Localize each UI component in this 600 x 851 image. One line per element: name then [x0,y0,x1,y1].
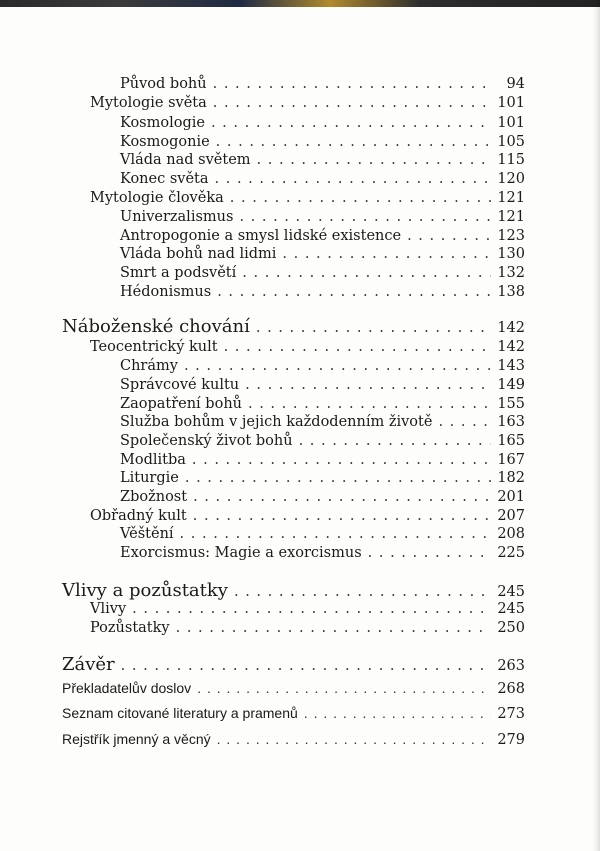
toc-dot-leader [197,680,491,696]
toc-dot-leader [234,584,491,600]
toc-dot-leader [239,209,491,225]
toc-dot-leader [224,339,492,355]
toc-dot-leader [215,171,492,187]
toc-dot-leader [230,190,492,206]
toc-entry[interactable] [120,489,525,505]
toc-entry-title: Vláda nad světem [120,152,251,168]
toc-entry-page: 207 [497,508,525,524]
toc-entry-page: 273 [497,706,525,722]
toc-dot-leader [407,228,491,244]
toc-entry-title: Mytologie světa [90,95,207,111]
toc-entry[interactable] [120,545,525,561]
toc-entry-page: 142 [497,339,525,355]
toc-entry[interactable] [62,731,525,748]
toc-entry-page: 155 [497,396,525,412]
toc-entry-title: Původ bohů [120,76,207,92]
toc-entry-title: Společenský život bohů [120,433,293,449]
toc-entry-title: Modlitba [120,452,186,468]
toc-dot-leader [211,115,491,131]
toc-entry-page: 132 [497,265,525,281]
toc-entry[interactable] [120,246,525,262]
toc-dot-leader [248,396,491,412]
toc-entry[interactable] [120,209,525,225]
toc-chapter[interactable] [62,654,525,675]
toc-entry[interactable] [90,508,525,524]
toc-entry-page: 250 [497,620,525,636]
toc-entry-title: Seznam citované literatury a pramenů [62,705,298,721]
toc-entry[interactable] [90,339,525,355]
toc-entry[interactable] [120,470,525,486]
toc-chapter-title: Závěr [62,654,115,675]
toc-dot-leader [299,433,492,449]
toc-entry[interactable] [120,171,525,187]
toc-chapter[interactable] [62,316,525,337]
toc-entry[interactable] [120,526,525,542]
toc-entry[interactable] [120,396,525,412]
toc-entry-title: Vlivy [90,601,127,617]
toc-entry[interactable] [90,620,525,636]
toc-dot-leader [282,246,491,262]
toc-entry-title: Antropogonie a smysl lidské existence [120,228,402,244]
toc-entry-page: 101 [497,115,525,131]
toc-chapter[interactable] [62,580,525,601]
toc-entry[interactable] [120,433,525,449]
toc-entry[interactable] [120,76,525,92]
toc-dot-leader [216,134,492,150]
toc-entry-page: 101 [497,95,525,111]
toc-entry-title: Kosmologie [120,115,205,131]
toc-entry-page: 268 [497,681,525,697]
toc-dot-leader [132,601,491,617]
toc-entry-title: Obřadný kult [90,508,187,524]
toc-dot-leader [242,265,491,281]
toc-dot-leader [217,731,492,747]
toc-dot-leader [121,658,492,674]
toc-entry-page: 121 [497,209,525,225]
toc-entry-title: Služba bohům v jejich každodenním životě [120,414,433,430]
toc-dot-leader [257,152,492,168]
toc-dot-leader [184,358,491,374]
toc-entry[interactable] [120,152,525,168]
toc-entry[interactable] [90,601,525,617]
toc-entry-title: Překladatelův doslov [62,680,192,696]
toc-entry[interactable] [120,265,525,281]
toc-entry-title: Mytologie člověka [90,190,224,206]
toc-dot-leader [304,705,492,721]
toc-dot-leader [217,284,491,300]
toc-dot-leader [192,452,491,468]
toc-dot-leader [180,526,492,542]
toc-dot-leader [213,95,492,111]
toc-entry[interactable] [120,377,525,393]
toc-entry-title: Zbožnost [120,489,188,505]
toc-entry[interactable] [120,284,525,300]
toc-entry-title: Rejstřík jmenný a věcný [62,731,211,747]
toc-entry-page: 120 [497,171,525,187]
toc-entry[interactable] [90,190,525,206]
toc-entry[interactable] [62,705,525,722]
toc-dot-leader [213,76,493,92]
toc-entry-page: 201 [497,489,525,505]
toc-entry-page: 165 [497,433,525,449]
toc-entry-title: Pozůstatky [90,620,170,636]
toc-entry-title: Univerzalismus [120,209,234,225]
toc-entry-page: 163 [497,414,525,430]
toc-dot-leader [185,470,491,486]
toc-chapter-page: 263 [497,658,525,674]
toc-entry-title: Správcové kultu [120,377,240,393]
toc-chapter-page: 142 [497,320,525,336]
toc-entry-page: 121 [497,190,525,206]
toc-entry-title: Kosmogonie [120,134,210,150]
toc-chapter-page: 245 [497,584,525,600]
toc-entry-page: 94 [506,76,525,92]
toc-dot-leader [256,320,491,336]
toc-entry-title: Exorcismus: Magie a exorcismus [120,545,362,561]
toc-entry-title: Chrámy [120,358,178,374]
toc-entry-title: Liturgie [120,470,179,486]
toc-entry[interactable] [120,134,525,150]
toc-entry[interactable] [120,414,525,430]
page-edge-shadow [592,0,600,851]
toc-entry-page: 130 [497,246,525,262]
toc-entry[interactable] [120,115,525,131]
toc-chapter-title: Vlivy a pozůstatky [62,580,228,601]
toc-dot-leader [193,489,491,505]
toc-entry-title: Konec světa [120,171,209,187]
toc-dot-leader [245,377,491,393]
toc-entry-page: 149 [497,377,525,393]
toc-entry-page: 105 [497,134,525,150]
toc-entry-title: Hédonismus [120,284,212,300]
scan-top-edge [0,0,600,7]
toc-entry[interactable] [120,452,525,468]
toc-entry[interactable] [120,228,525,244]
toc-dot-leader [438,414,491,430]
toc-dot-leader [176,620,492,636]
toc-entry-page: 138 [497,284,525,300]
toc-entry[interactable] [62,680,525,697]
toc-entry-title: Zaopatření bohů [120,396,242,412]
toc-entry[interactable] [120,358,525,374]
toc-entry-title: Smrt a podsvětí [120,265,237,281]
toc-entry-page: 182 [497,470,525,486]
toc-entry-page: 143 [497,358,525,374]
toc-entry-page: 167 [497,452,525,468]
toc-entry-title: Vláda bohů nad lidmi [120,246,277,262]
toc-entry-page: 123 [497,228,525,244]
toc-entry-page: 279 [497,732,525,748]
toc-entry-page: 245 [497,601,525,617]
toc-entry-title: Věštění [120,526,174,542]
toc-dot-leader [193,508,492,524]
toc-entry[interactable] [90,95,525,111]
toc-entry-title: Teocentrický kult [90,339,218,355]
toc-chapter-title: Náboženské chování [62,316,250,337]
toc-entry-page: 208 [497,526,525,542]
toc-entry-page: 115 [497,152,525,168]
toc-entry-page: 225 [497,545,525,561]
toc-dot-leader [368,545,492,561]
